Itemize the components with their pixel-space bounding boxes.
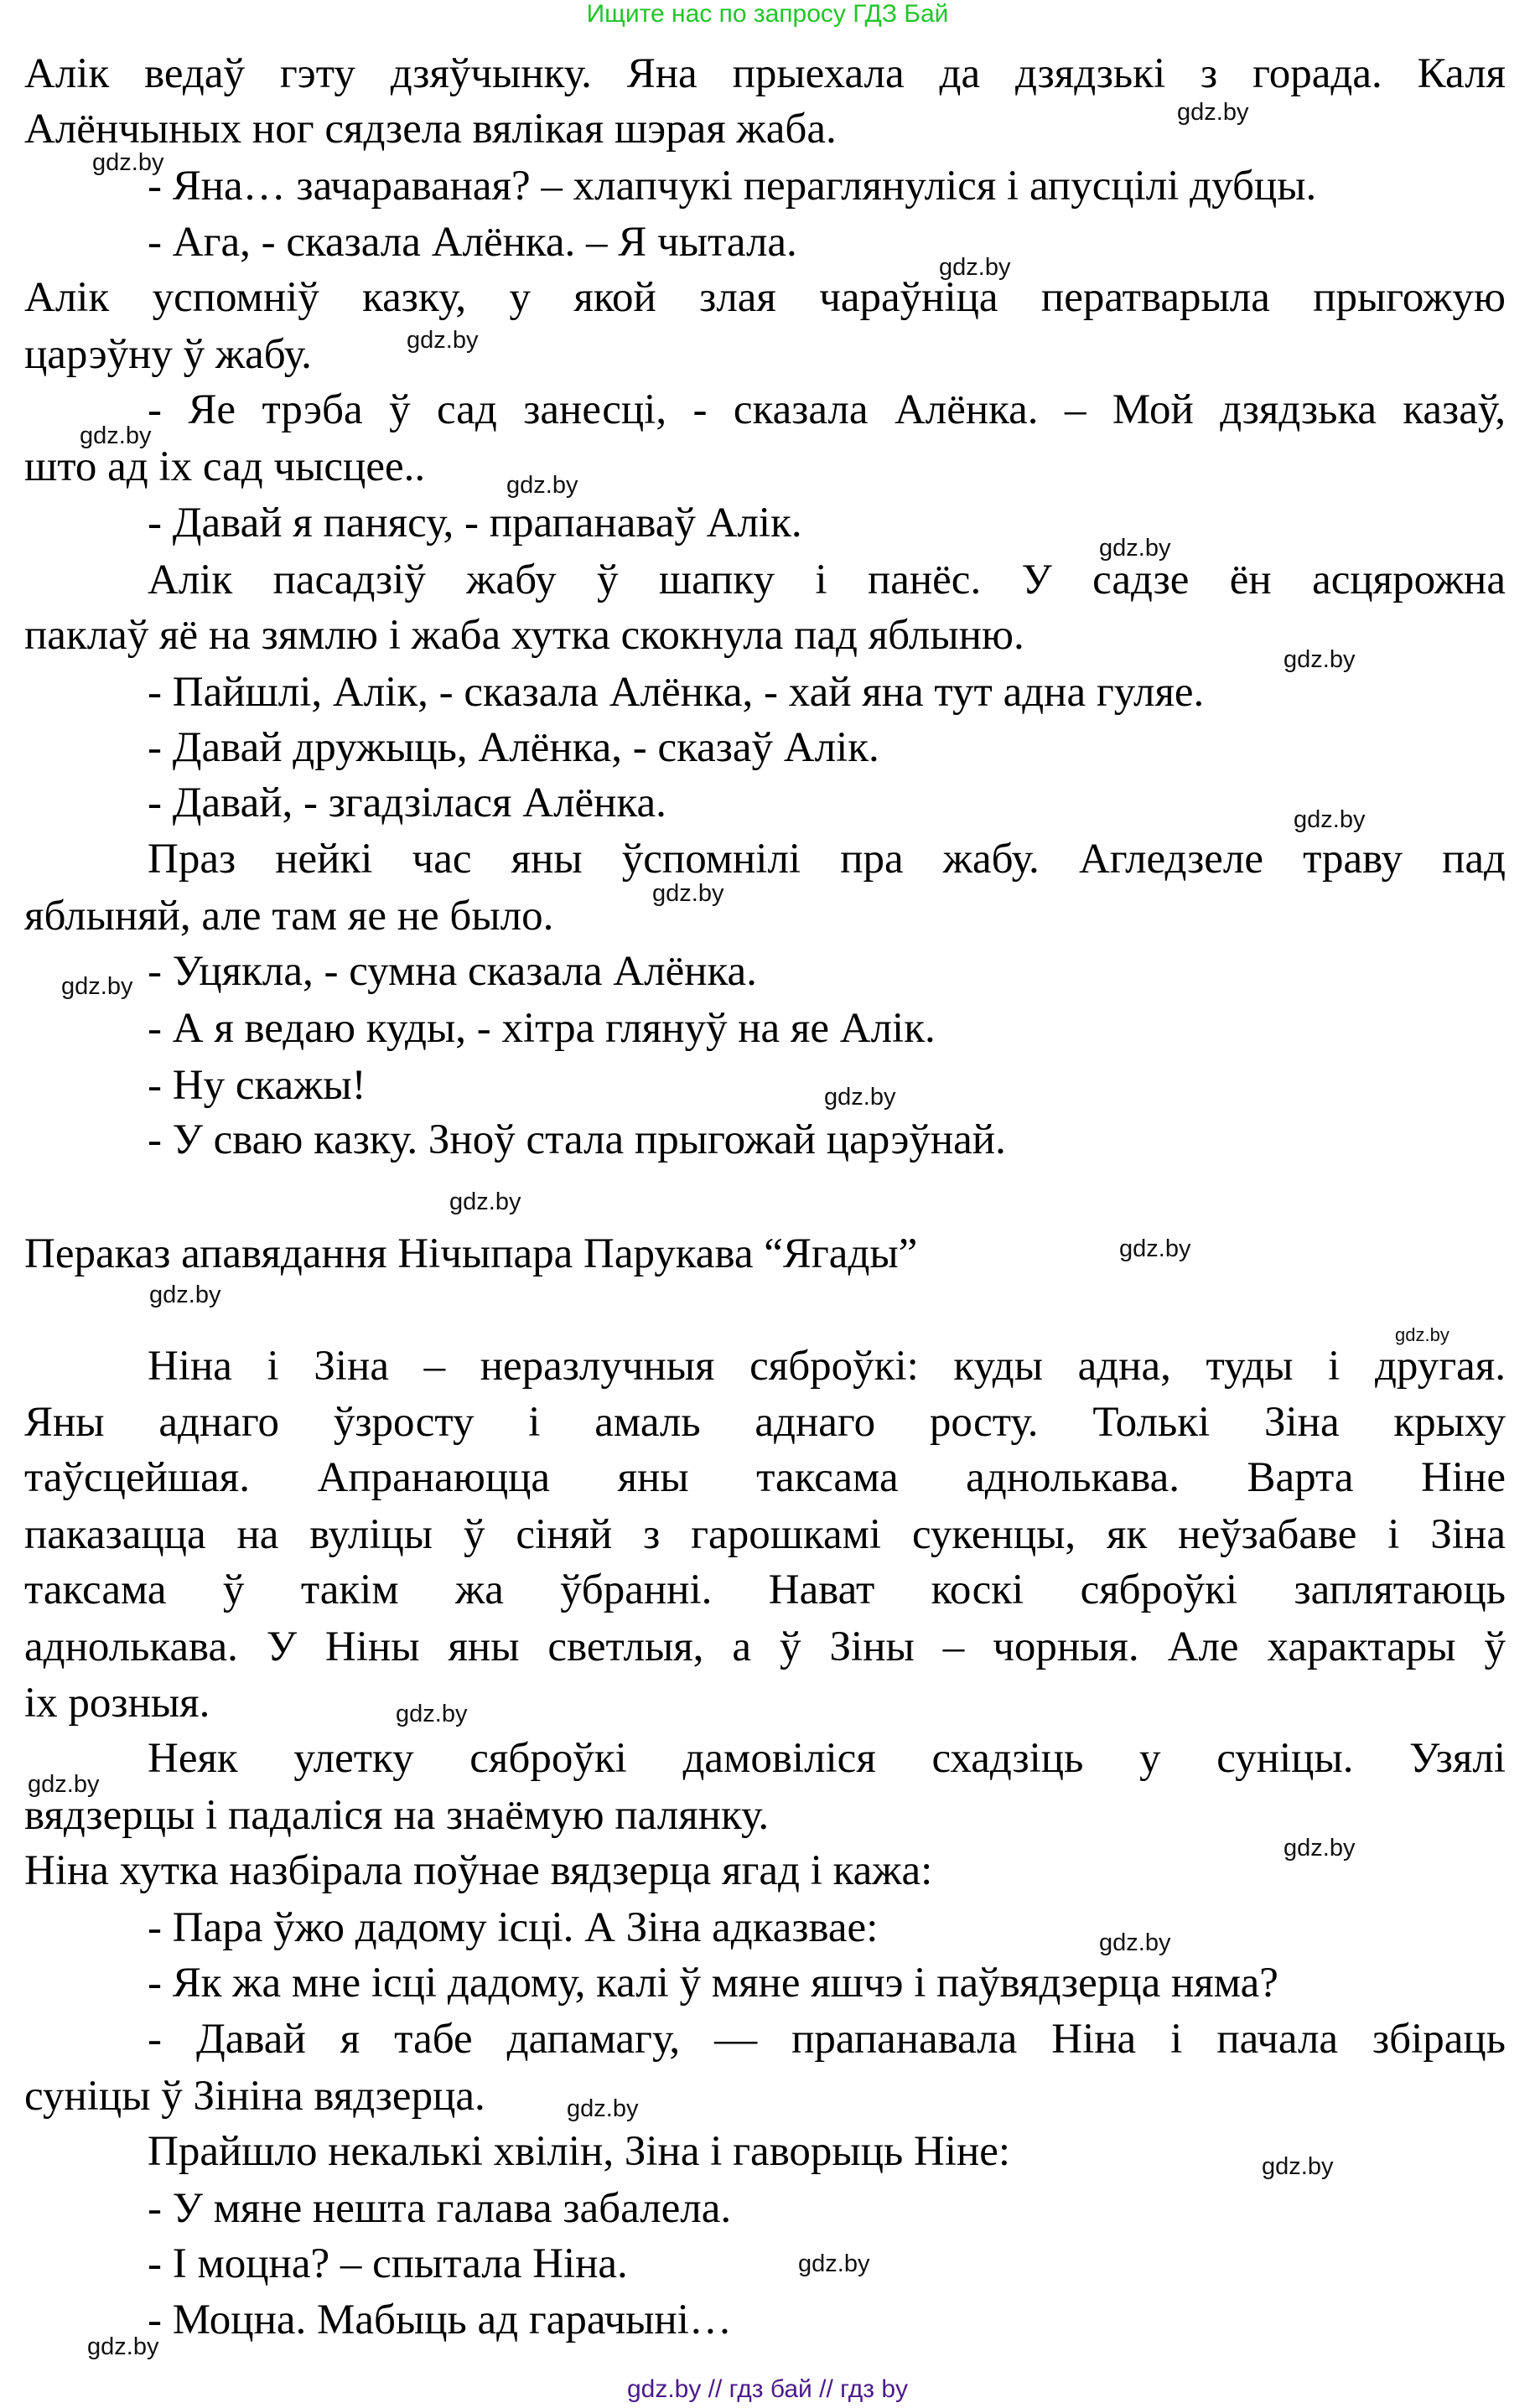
text-line: - Пара ўжо дадому ісці. А Зіна адказвае: xyxy=(148,1904,879,1951)
watermark-text: gdz.by xyxy=(1283,1835,1356,1862)
text-line: - Як жа мне ісці дадому, калі ў мяне яшчэ і паўвядзерца няма? xyxy=(148,1960,1278,2007)
watermark-text: gdz.by xyxy=(149,1282,221,1308)
search-banner: Ищите нас по запросу ГДЗ Бай xyxy=(586,0,949,28)
text-line: Алік ведаў гэту дзяўчынку. Яна прыехала да дзядзькі з горада. Каля xyxy=(24,50,1506,97)
text-line: яблыняй, але там яе не было. xyxy=(24,893,554,940)
watermark-text: gdz.by xyxy=(798,2250,870,2277)
text-line: - У мяне нешта галава забалела. xyxy=(148,2185,732,2232)
text-line: іх розныя. xyxy=(24,1680,210,1727)
text-line: - Ага, - сказала Алёнка. – Я чытала. xyxy=(148,219,797,266)
text-line: Праз нейкі час яны ўспомнілі пра жабу. Агледзеле траву пад xyxy=(148,836,1506,883)
watermark-text: gdz.by xyxy=(1283,646,1356,673)
watermark-text: gdz.by xyxy=(1294,806,1366,833)
watermark-text: gdz.by xyxy=(824,1084,896,1111)
text-line: паклаў яё на зямлю і жаба хутка скокнула пад яблыню. xyxy=(24,612,1024,659)
text-line: - Яна… зачараваная? – хлапчукі пераглянуліся і апусцілі дубцы. xyxy=(148,163,1317,210)
text-line: царэўну ў жабу. xyxy=(24,331,312,378)
watermark-text: gdz.by xyxy=(1262,2153,1334,2180)
text-line: Яны аднаго ўзросту і амаль аднаго росту. Толькі Зіна крыху xyxy=(24,1399,1506,1446)
watermark-text: gdz.by xyxy=(80,422,152,449)
watermark-text: gdz.by xyxy=(567,2095,639,2122)
watermark-text: gdz.by xyxy=(1119,1235,1191,1262)
text-line: Алік успомніў казку, у якой злая чараўніца ператварыла прыгожую xyxy=(24,274,1506,321)
watermark-text: gdz.by xyxy=(1177,99,1249,126)
text-line: Алёнчыных ног сядзела вялікая шэрая жаба. xyxy=(24,106,837,153)
text-line: Прайшло некалькі хвілін, Зіна і гаворыць Ніне: xyxy=(148,2128,1011,2175)
watermark-text: gdz.by xyxy=(506,472,578,499)
watermark-text: gdz.by xyxy=(92,149,164,176)
text-line: - Давай дружыць, Алёнка, - сказаў Алік. xyxy=(148,724,879,771)
watermark-text: gdz.by xyxy=(396,1701,468,1727)
section-title: Пераказ апавядання Нічыпара Парукава “Ягады” xyxy=(24,1230,918,1277)
text-line: таўсцейшая. Апранаюцца яны таксама аднолькава. Варта Ніне xyxy=(24,1454,1506,1501)
text-line: - Пайшлі, Алік, - сказала Алёнка, - хай яна тут адна гуляе. xyxy=(148,669,1205,716)
watermark-text: gdz.by xyxy=(939,254,1011,281)
text-line: - Моцна. Мабыць ад гарачыні… xyxy=(148,2297,732,2343)
watermark-text: gdz.by xyxy=(1099,1929,1171,1956)
text-line: вядзерцы і падаліся на знаёмую палянку. xyxy=(24,1792,770,1839)
text-line: суніцы ў Зініна вядзерца. xyxy=(24,2073,485,2120)
watermark-text: gdz.by xyxy=(449,1188,521,1215)
text-line: - У сваю казку. Зноў стала прыгожай царэўнай. xyxy=(148,1116,1006,1163)
text-line: - Уцякла, - сумна сказала Алёнка. xyxy=(148,948,757,995)
text-line: - А я ведаю куды, - хітра глянуў на яе Алік. xyxy=(148,1005,936,1052)
watermark-text: gdz.by xyxy=(652,880,724,907)
text-line: - Давай я табе дапамагу, — прапанавала Ніна і пачала збіраць xyxy=(148,2016,1506,2063)
text-line: паказацца на вуліцы ў сіняй з гарошкамі сукенцы, як неўзабаве і Зіна xyxy=(24,1511,1506,1558)
watermark-text: gdz.by xyxy=(1099,535,1171,562)
watermark-text: gdz.by xyxy=(28,1771,100,1798)
footer-links: gdz.by // гдз бай // гдз by xyxy=(626,2375,909,2403)
watermark-text: gdz.by xyxy=(407,327,479,354)
text-line: таксама ў такім жа ўбранні. Нават коскі сяброўкі заплятаюць xyxy=(24,1566,1506,1613)
text-line: - Яе трэба ў сад занесці, - сказала Алёнка. – Мой дзядзька казаў, xyxy=(148,386,1506,433)
text-line: аднолькава. У Ніны яны светлыя, а ў Зіны – чорныя. Але характары ў xyxy=(24,1623,1506,1670)
text-line: што ад іх сад чысцее.. xyxy=(24,443,426,490)
watermark-text: gdz.by xyxy=(1395,1324,1449,1345)
text-line: Неяк улетку сяброўкі дамовіліся схадзіць у суніцы. Узялі xyxy=(148,1735,1506,1782)
text-line: - Ну скажы! xyxy=(148,1062,366,1109)
text-line: - Давай я панясу, - прапанаваў Алік. xyxy=(148,500,802,546)
text-line: Алік пасадзіў жабу ў шапку і панёс. У садзе ён асцярожна xyxy=(148,557,1506,603)
text-line: Ніна хутка назбірала поўнае вядзерца ягад і кажа: xyxy=(24,1847,933,1894)
watermark-text: gdz.by xyxy=(87,2333,159,2360)
text-line: - І моцна? – спытала Ніна. xyxy=(148,2240,628,2287)
watermark-text: gdz.by xyxy=(61,973,133,1000)
text-line: Ніна і Зіна – неразлучныя сяброўкі: куды адна, туды і другая. xyxy=(148,1343,1506,1390)
text-line: - Давай, - згадзілася Алёнка. xyxy=(148,779,666,826)
